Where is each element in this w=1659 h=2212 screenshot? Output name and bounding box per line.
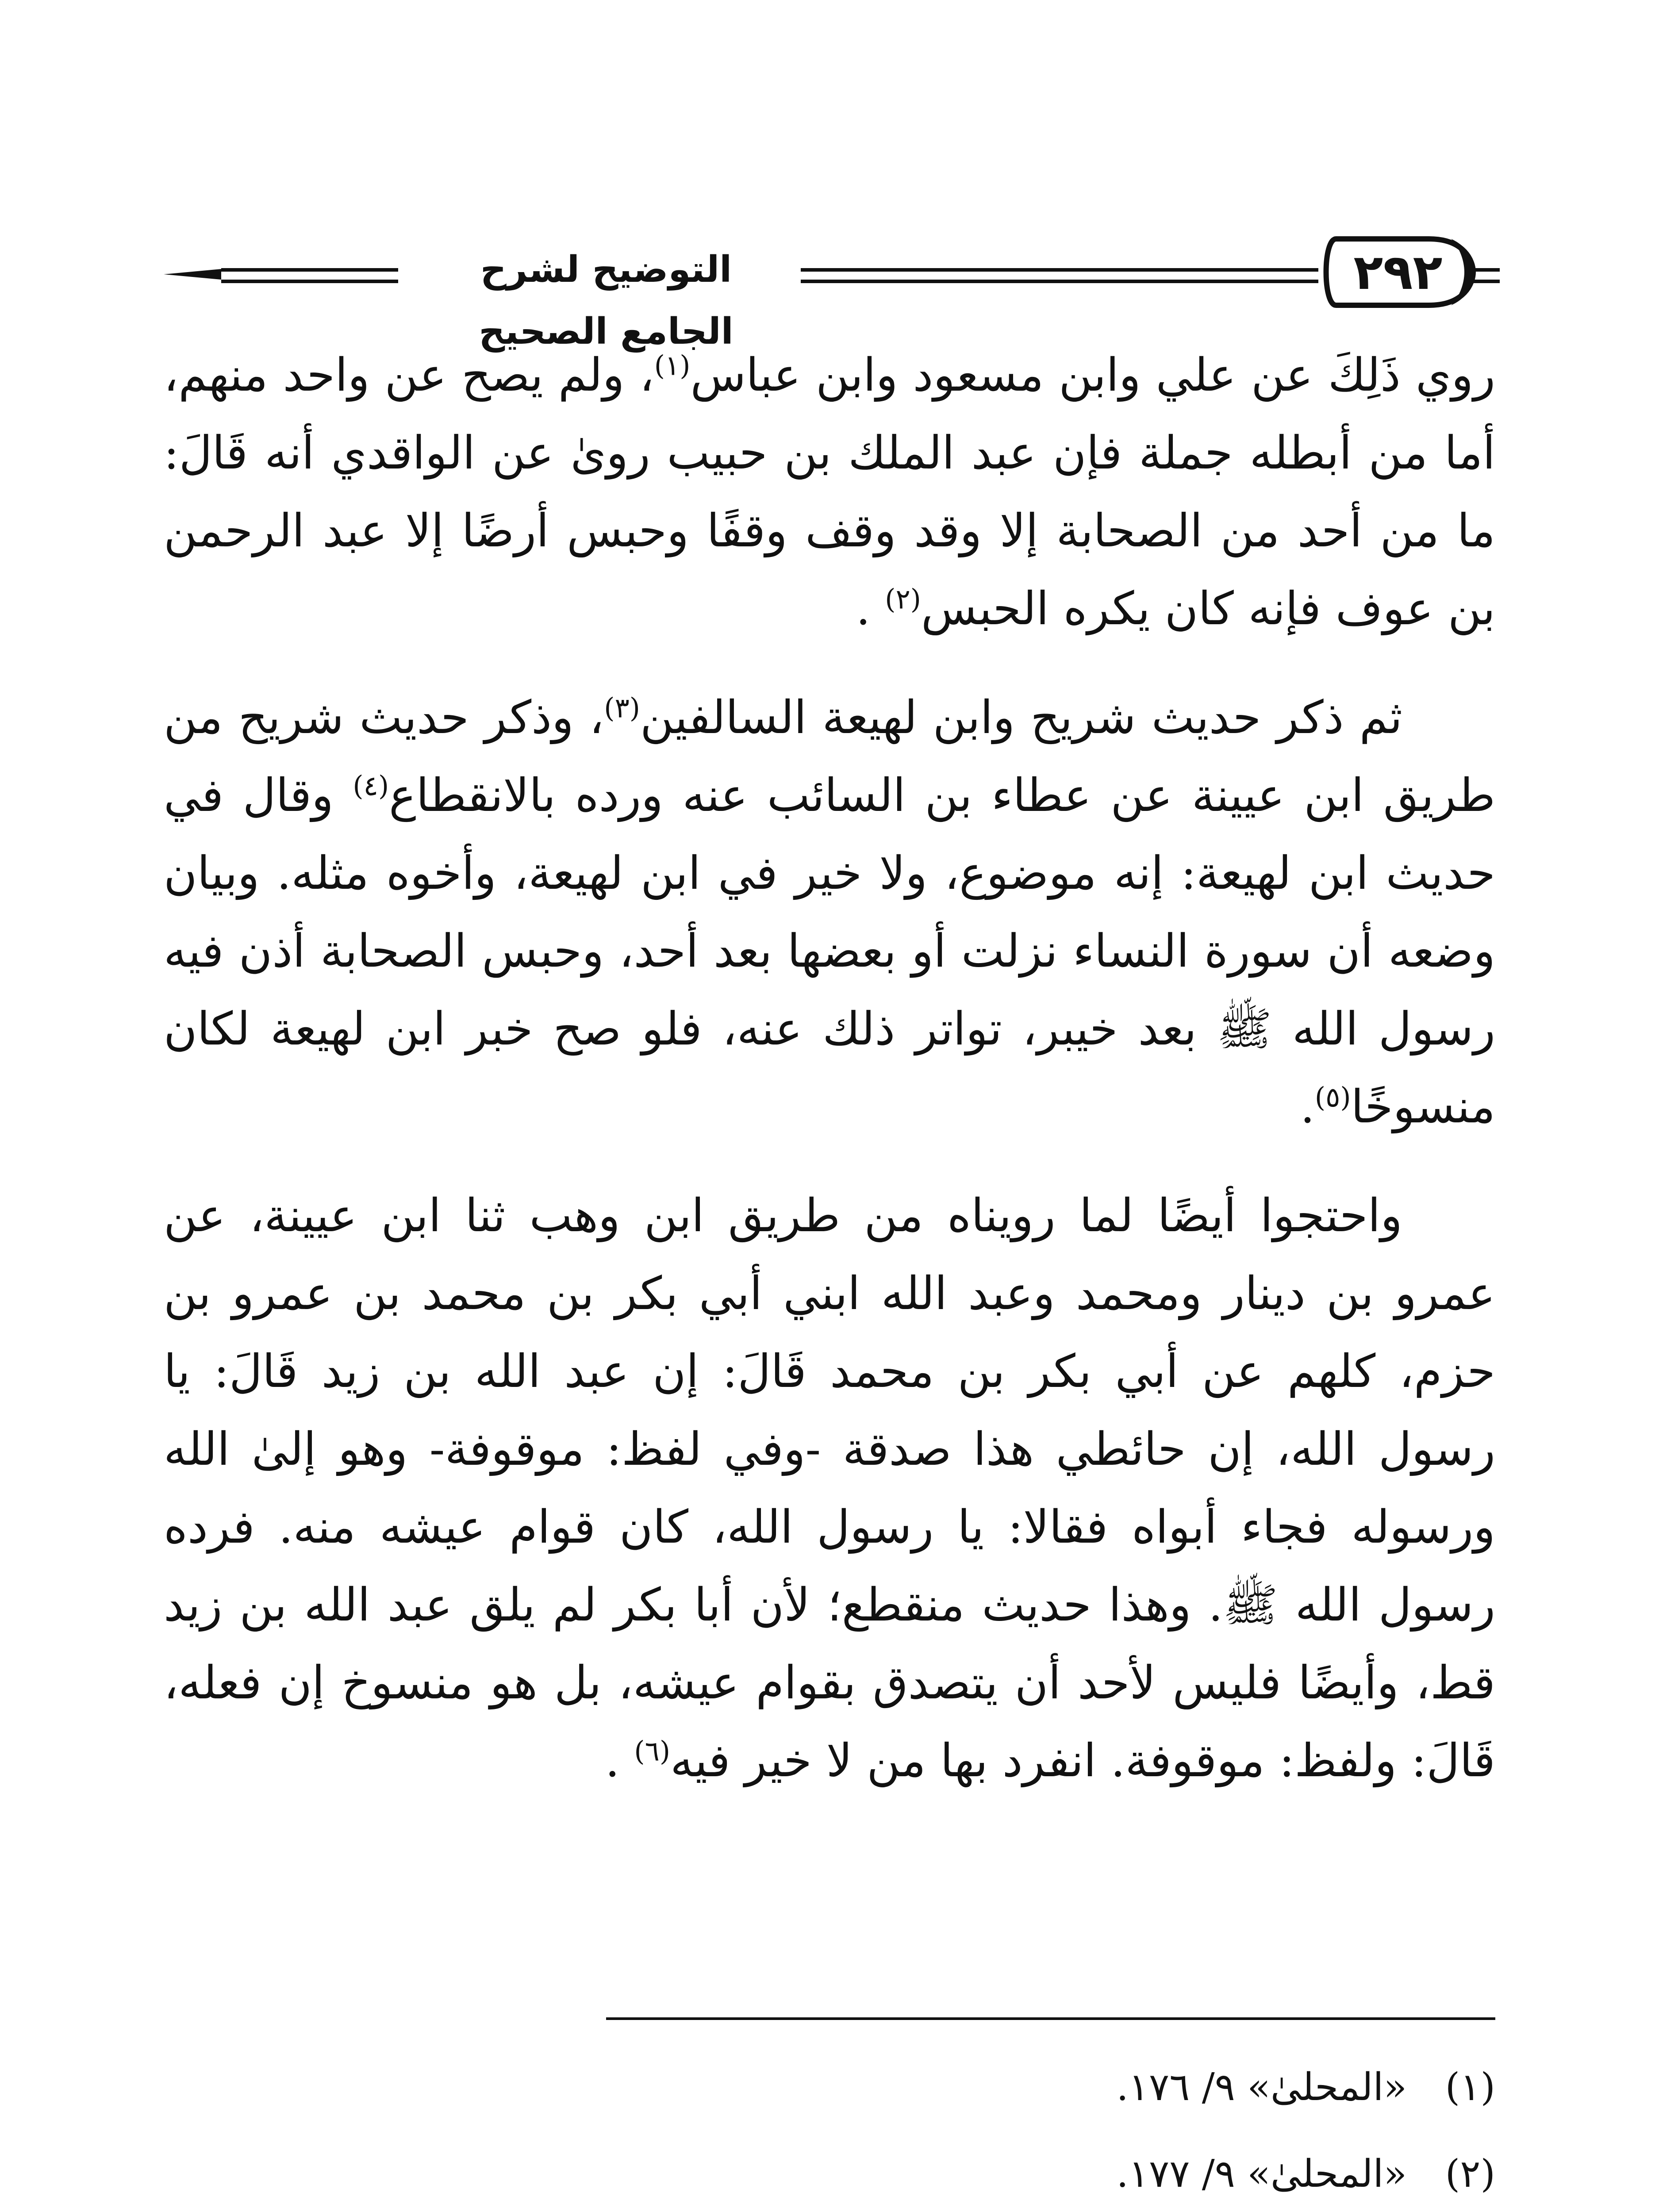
page-number: ٢٩٢	[1353, 244, 1443, 300]
text-segment: واحتجوا أيضًا لما رويناه من طريق ابن وهب ثنا ابن عيينة، عن عمرو بن دينار ومحمد وعبد الله ابني أبي بكر بن محمد بن عمرو بن حزم، كلهم عن أبي بكر بن محمد قَالَ: إن عبد الله بن زيد قَالَ: يا رسول الله، إن حائطي هذا صدقة -وفي لفظ: موقوفة- وهو إلىٰ الله ورسوله فجاء أبواه فقالا: يا رسول الله، كان قوام عيشه منه. فرده رسول الله ﷺ. وهذا حديث منقطع؛ لأن أبا بكر لم يلق عبد الله بن زيد قط، وأيضًا فليس لأحد أن يتصدق بقوام عيشه، بل هو منسوخ إن فعله، قَالَ: ولفظ: موقوفة. انفرد بها من لا خير فيه	[164, 1189, 1495, 1787]
footnote-reference: (٣)	[604, 691, 640, 724]
text-segment: .	[605, 1734, 634, 1787]
text-segment: وقال في حديث ابن لهيعة: إنه موضوع، ولا خير في ابن لهيعة، وأخوه مثله. وبيان وضعه أن سورة النساء نزلت أو بعضها بعد أحد، وحبس الصحابة أذن فيه رسول الله ﷺ بعد خيبر، تواتر ذلك عنه، فلو صح خبر ابن لهيعة لكان منسوخًا	[164, 769, 1495, 1133]
paragraph	[164, 679, 1495, 1146]
footnote-reference: (٤)	[353, 769, 389, 802]
footnote-number: (١)	[1445, 2065, 1495, 2109]
header-rule	[801, 280, 1318, 283]
footnote-reference: (٢)	[885, 583, 921, 615]
footnote-reference: (١)	[654, 349, 691, 382]
paragraph	[164, 1177, 1495, 1800]
footnote-text: «المحلىٰ» ٩/ ١٧٧.	[1116, 2152, 1407, 2196]
running-header	[164, 230, 1495, 353]
footnote-reference: (٥)	[1314, 1081, 1351, 1114]
text-segment: ، ولم يصح عن واحد منهم، أما من أبطله جملة فإن عبد الملك بن حبيب روىٰ عن الواقدي أنه قَالَ: ما من أحد من الصحابة إلا وقد وقف وقفًا وحبس أرضًا إلا عبد الرحمن بن عوف فإنه كان يكره الحبس	[164, 349, 1495, 635]
header-rule	[801, 268, 1318, 272]
footnote-number: (٢)	[1445, 2152, 1495, 2196]
header-rule	[221, 280, 398, 283]
footnotes	[606, 2044, 1495, 2212]
footnote-reference: (٦)	[634, 1735, 671, 1767]
footnote	[606, 2044, 1495, 2131]
text-segment: ثم ذكر حديث شريح وابن لهيعة السالفين	[640, 691, 1402, 744]
header-ornament-left	[164, 261, 221, 288]
text-segment: .	[856, 582, 885, 635]
footnote-separator	[606, 2017, 1495, 2020]
text-segment: روي ذَلِكَ عن علي وابن مسعود وابن عباس	[690, 349, 1495, 402]
text-segment: ، وذكر حديث شريح من طريق ابن عيينة عن عطاء بن السائب عنه ورده بالانقطاع	[164, 691, 1495, 822]
footnote	[606, 2131, 1495, 2212]
header-rule	[221, 268, 398, 272]
main-text	[164, 336, 1495, 1831]
paragraph	[164, 336, 1495, 648]
book-title: التوضيح لشرح الجامع الصحيح	[479, 249, 733, 353]
text-segment: .	[1300, 1080, 1315, 1133]
footnote-text: «المحلىٰ» ٩/ ١٧٦.	[1116, 2065, 1407, 2109]
